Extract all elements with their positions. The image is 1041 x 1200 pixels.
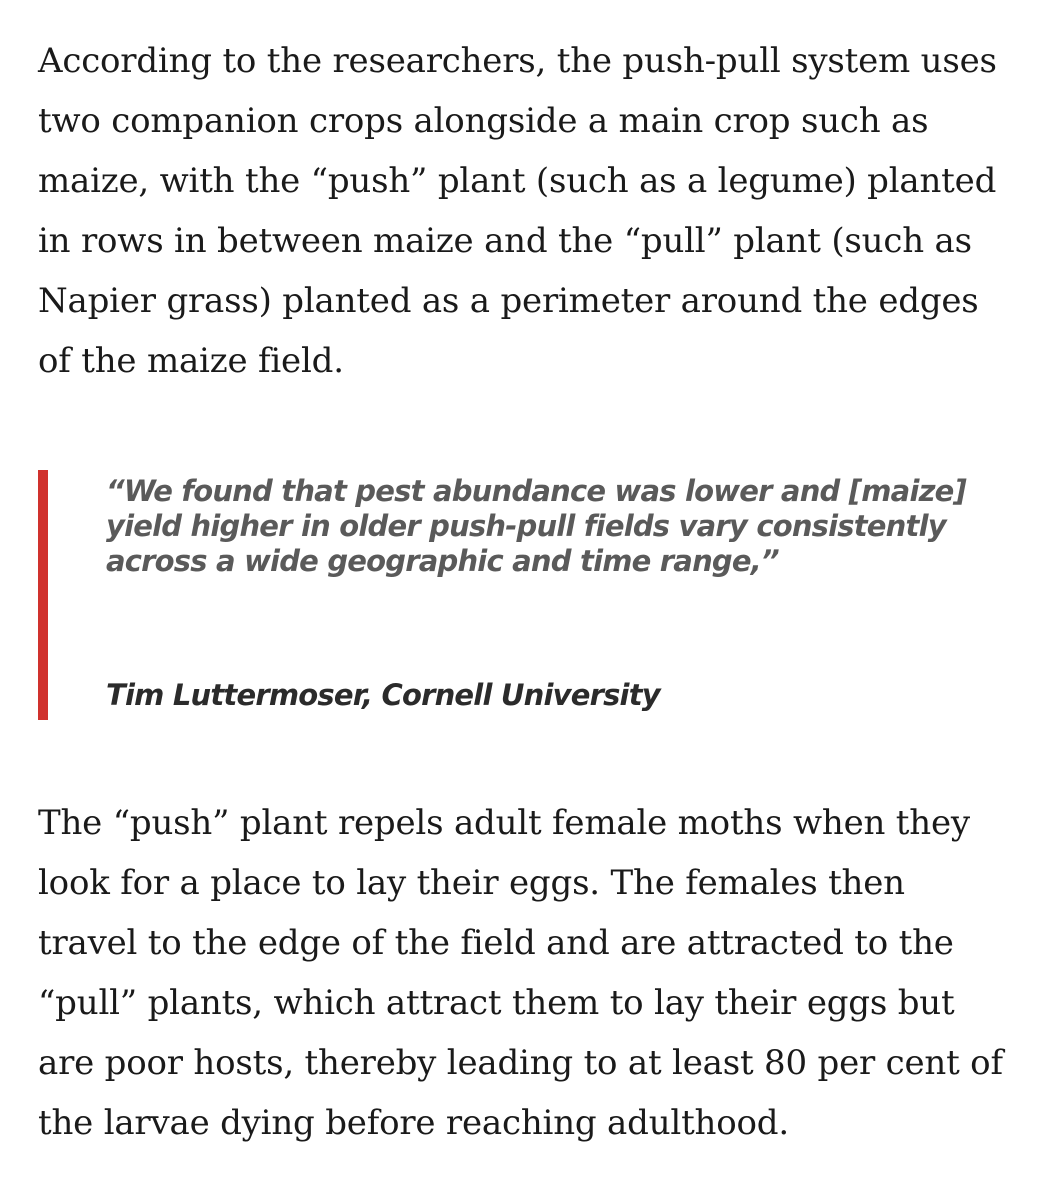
article-paragraph: The “push” plant repels adult female moths when they look for a place to lay their eggs. The females then travel to the edge of the field and are attracted to the “pull” plants, which attract them to lay their eggs but are poor hosts, thereby leading to at least 80 per cent of the larvae dying before reaching adulthood.: [38, 803, 1003, 1143]
quote-text: “We found that pest abundance was lower and [maize] yield higher in older push-pull fields vary consistently across a wide geographic and time range,”: [106, 474, 966, 578]
article-paragraph: According to the researchers, the push-pull system uses two companion crops alongside a main crop such as maize, with the “push” plant (such as a legume) planted in rows in between maize and the “pull” plant (such as Napier grass) planted as a perimeter around the edges of the maize field.: [38, 41, 997, 381]
quote-attribution: Tim Luttermoser, Cornell University: [106, 678, 660, 712]
pull-quote: [38, 470, 978, 720]
